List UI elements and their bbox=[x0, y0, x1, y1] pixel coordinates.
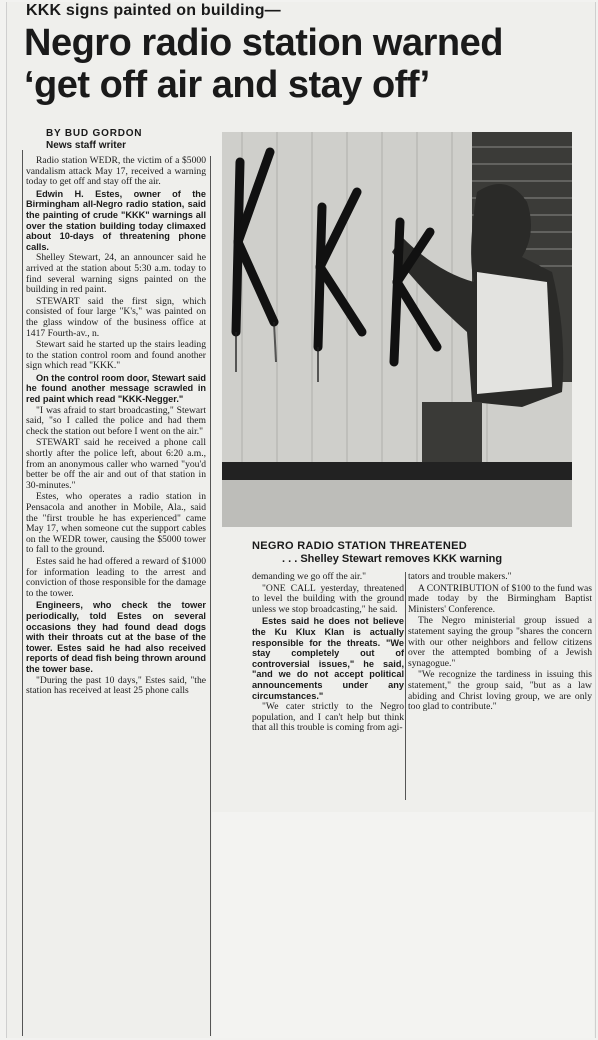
paragraph: Stewart said he started up the stairs leading to the station control room and found another sign which read "KKK." bbox=[26, 339, 206, 372]
paragraph: Shelley Stewart, 24, an announcer said he arrived at the station about 5:30 a.m. today to find several warning signs painted on the building in red paint. bbox=[26, 252, 206, 296]
column-rule-right bbox=[405, 572, 406, 800]
main-headline bbox=[24, 22, 584, 106]
paragraph: STEWART said he received a phone call shortly after the police left, about 6:20 a.m., from an anonymous caller who warned "you'd better be off the air and out of that station in 30-minutes." bbox=[26, 437, 206, 491]
caption-subtitle: . . . Shelley Stewart removes KKK warning bbox=[282, 553, 503, 565]
paragraph: Estes said he does not believe the Ku Klux Klan is actually responsible for the threats. "We stay completely out of controversial issues," he said, "and we do not accept political announcements under any circumstances." bbox=[252, 616, 404, 701]
paragraph: The Negro ministerial group issued a statement saying the group "shares the concern with our other neighbors and fellow citizens over the attempted bombing of a Jewish synagogue." bbox=[408, 615, 592, 669]
paragraph: "I was afraid to start broadcasting," Stewart said, "so I called the police and had them check the station out before I went on the air." bbox=[26, 404, 206, 437]
paragraph: Edwin H. Estes, owner of the Birmingham all-Negro radio station, said the painting of crude "KKK" warnings all over the station building today climaxed about 10-days of threatening phone calls. bbox=[26, 188, 206, 252]
paragraph: "We recognize the tardiness in issuing this statement," the group said, "but as a law abiding and Christ loving group, we are only too glad to contribute." bbox=[408, 669, 592, 713]
news-photo bbox=[222, 132, 572, 527]
paragraph: Estes said he had offered a reward of $1000 for information leading to the arrest and conviction of those responsible for the damage to the tower. bbox=[26, 555, 206, 599]
paragraph: Engineers, who check the tower periodically, told Estes on several occasions they had found dead dogs with their throats cut at the base of the tower. Estes said he had also received reports of dead fish being thrown around the tower base. bbox=[26, 600, 206, 674]
byline-author: BY BUD GORDON bbox=[46, 128, 143, 139]
paragraph: On the control room door, Stewart said he found another message scrawled in red paint which read "KKK-Negger." bbox=[26, 372, 206, 405]
paragraph: Radio station WEDR, the victim of a $5000 vandalism attack May 17, received a warning today to get off and stay off the air. bbox=[26, 156, 206, 188]
paragraph: "During the past 10 days," Estes said, "the station has received at least 25 phone calls bbox=[26, 674, 206, 697]
blank-area bbox=[212, 812, 594, 1038]
article-column-1 bbox=[26, 156, 206, 1036]
paragraph: Estes, who operates a radio station in Pensacola and another in Mobile, Ala., said the "first trouble he has experienced" came May 17, when someone cut the support cables on the WEDR tower, causing the $5000 tower to fall to the ground. bbox=[26, 491, 206, 556]
headline-line-2: ‘get off air and stay off’ bbox=[24, 64, 430, 106]
continuation-line: demanding we go off the air." bbox=[252, 572, 367, 582]
column-rule-middle bbox=[210, 156, 211, 1036]
paragraph: STEWART said the first sign, which consisted of four large "K's," was painted on the glass window of the business office at 1417 Fourth-av., n. bbox=[26, 295, 206, 339]
column-rule-left bbox=[22, 150, 23, 1036]
article-column-2 bbox=[252, 572, 404, 812]
paragraph: "ONE CALL yesterday, threatened to level the building with the ground unless we stop broadcasting," he said. bbox=[252, 582, 404, 615]
photo-caption bbox=[252, 540, 572, 566]
continuation-line: tators and trouble makers." bbox=[408, 572, 512, 582]
article-column-3 bbox=[408, 572, 592, 812]
headline-line-1: Negro radio station warned bbox=[24, 22, 503, 64]
caption-title: NEGRO RADIO STATION THREATENED bbox=[252, 540, 467, 552]
paragraph: A CONTRIBUTION of $100 to the fund was made today by the Birmingham Baptist Ministers' Conference. bbox=[408, 582, 592, 615]
byline bbox=[46, 128, 142, 152]
photo-illustration bbox=[222, 132, 572, 527]
paragraph: "We cater strictly to the Negro population, and I can't help but think that all this trouble is coming from agi- bbox=[252, 701, 404, 734]
byline-role: News staff writer bbox=[46, 140, 127, 151]
kicker-headline: KKK signs painted on building— bbox=[26, 2, 281, 19]
